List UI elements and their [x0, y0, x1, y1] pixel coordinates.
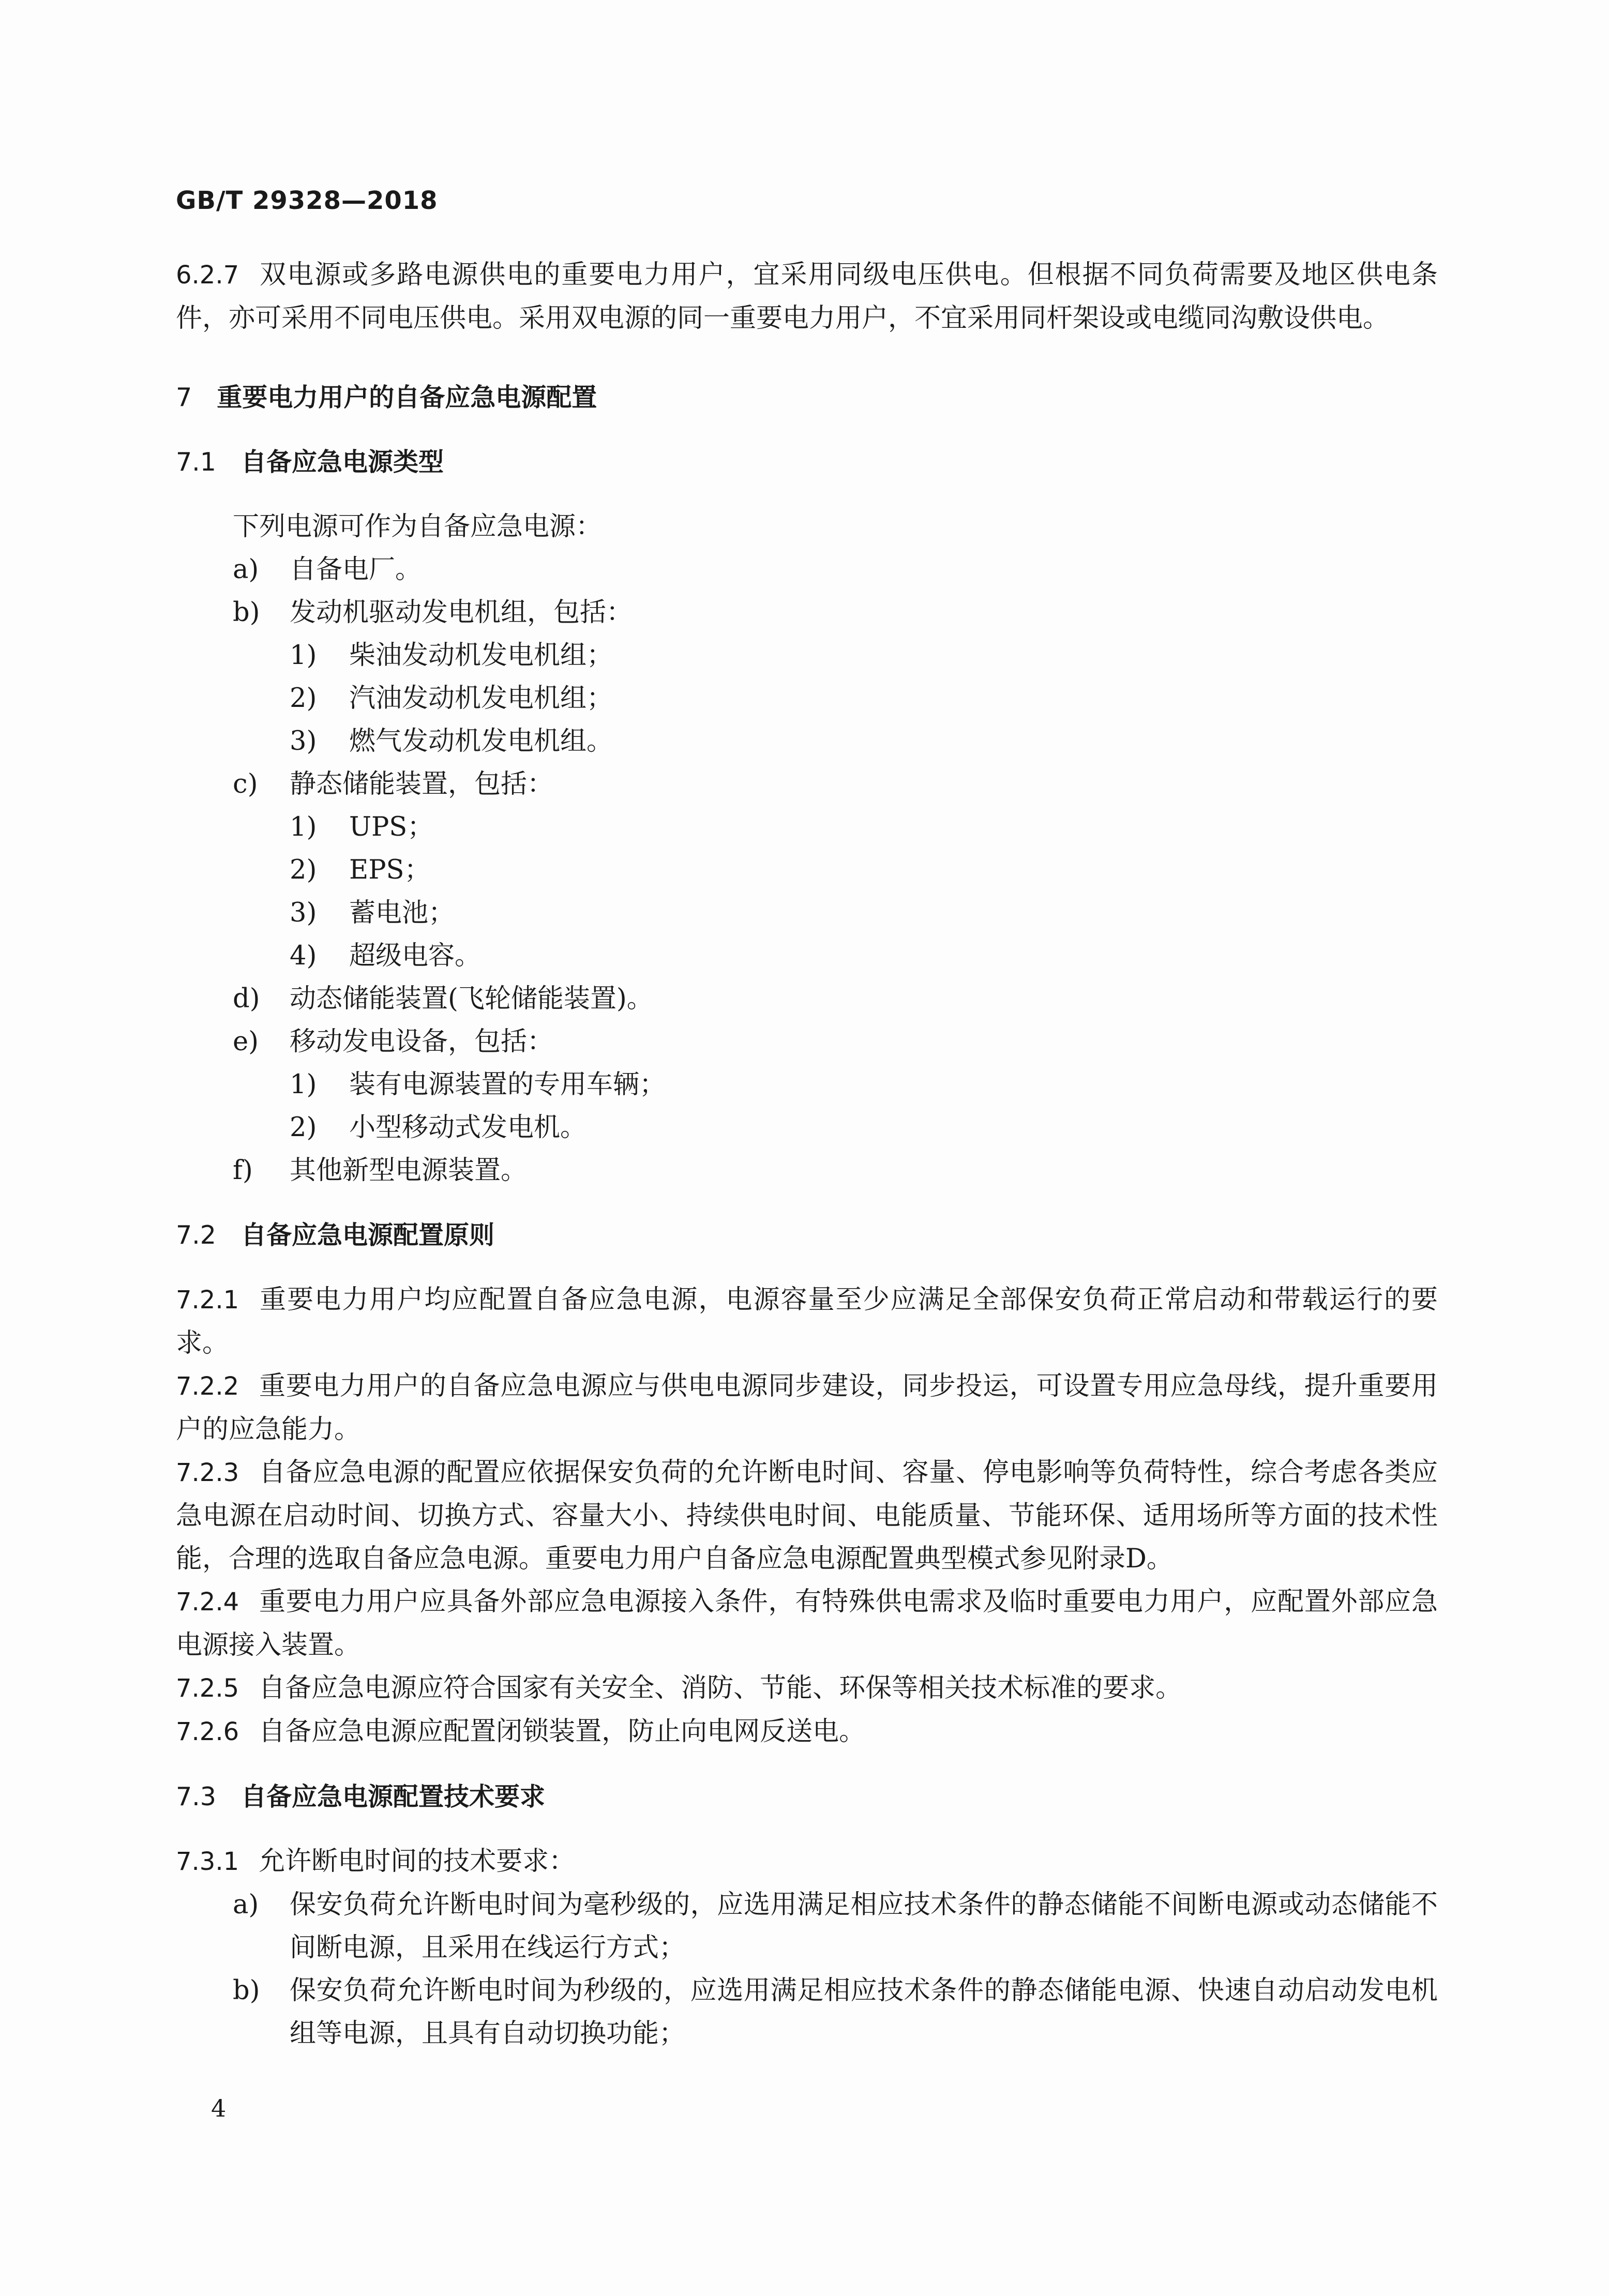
clause-7-2-5: [176, 1667, 1438, 1710]
clause-7-2-1: [176, 1278, 1438, 1365]
list-label: b): [233, 597, 260, 628]
list-label: 3): [290, 898, 317, 928]
list-text: UPS；: [349, 812, 434, 842]
section-title: 重要电力用户的自备应急电源配置: [217, 383, 597, 412]
sub-list-item: [176, 892, 1438, 934]
list-label: 2): [290, 683, 317, 714]
list-text: 小型移动式发电机。: [349, 1112, 587, 1143]
list-item-a: [176, 548, 1438, 591]
clause-number: 7.2.1: [176, 1286, 239, 1315]
list-text: 其他新型电源装置。: [290, 1155, 528, 1186]
list-label: a): [233, 1890, 259, 1920]
section-number: 7.1: [176, 447, 216, 477]
list-text: 移动发电设备，包括：: [290, 1026, 554, 1057]
list-text: 动态储能装置(飞轮储能装置)。: [290, 984, 653, 1014]
clause-text: 自备应急电源应符合国家有关安全、消防、节能、环保等相关技术标准的要求。: [259, 1673, 1182, 1703]
section-7-1-intro: 下列电源可作为自备应急电源：: [233, 511, 603, 542]
list-label: f): [233, 1155, 253, 1186]
section-7-2-heading: [176, 1214, 1438, 1257]
list-label: 4): [290, 941, 317, 971]
list-label: a): [233, 554, 259, 585]
section-title: 自备应急电源配置原则: [240, 1220, 494, 1250]
list-text: 保安负荷允许断电时间为秒级的，应选用满足相应技术条件的静态储能电源、快速自动启动发电机组等电源，且具有自动切换功能；: [290, 1975, 1438, 2049]
clause-text: 重要电力用户均应配置自备应急电源，电源容量至少应满足全部保安负荷正常启动和带载运行的要求。: [176, 1285, 1438, 1358]
list-label: c): [233, 769, 258, 799]
section-title: 自备应急电源类型: [240, 447, 444, 477]
section-title: 自备应急电源配置技术要求: [240, 1782, 545, 1811]
clause-number: 7.2.2: [176, 1372, 239, 1401]
list-text: EPS；: [349, 855, 431, 885]
clause-text: 双电源或多路电源供电的重要电力用户，宜采用同级电压供电。但根据不同负荷需要及地区供电条件，亦可采用不同电压供电。采用双电源的同一重要电力用户，不宜采用同杆架设或电缆同沟敷设供电。: [176, 260, 1438, 334]
list-label: 1): [290, 1069, 317, 1100]
list-item-b: [176, 591, 1438, 634]
list-text: 装有电源装置的专用车辆；: [349, 1069, 666, 1100]
list-text: 蓄电池；: [349, 898, 455, 928]
document-body: [176, 253, 1438, 2055]
list-text: 燃气发动机发电机组。: [349, 726, 613, 757]
sub-list-item: [176, 1063, 1438, 1106]
clause-7-2-4: [176, 1580, 1438, 1667]
sub-list-item: [176, 934, 1438, 977]
clause-7-2-3: [176, 1451, 1438, 1580]
section-7-3-heading: [176, 1775, 1438, 1818]
clause-7-2-6: [176, 1710, 1438, 1754]
section-number: 7.2: [176, 1220, 216, 1250]
list-text: 柴油发动机发电机组；: [349, 640, 613, 671]
clause-number: 7.2.6: [176, 1717, 239, 1746]
clause-number: 7.2.3: [176, 1458, 239, 1487]
list-item-a: [176, 1883, 1438, 1969]
clause-6-2-7: [176, 253, 1438, 340]
list-label: e): [233, 1026, 259, 1057]
clause-text: 自备应急电源应配置闭锁装置，防止向电网反送电。: [259, 1716, 866, 1747]
list-item-f: [176, 1149, 1438, 1192]
list-item-e: [176, 1020, 1438, 1063]
list-text: 自备电厂。: [290, 554, 422, 585]
list-text: 静态储能装置，包括：: [290, 769, 554, 799]
list-label: b): [233, 1975, 260, 2006]
section-7-1-heading: [176, 441, 1438, 484]
list-label: 1): [290, 812, 317, 842]
clause-7-2-2: [176, 1365, 1438, 1451]
clause-text: 重要电力用户的自备应急电源应与供电电源同步建设，同步投运，可设置专用应急母线，提升重要用户的应急能力。: [176, 1371, 1438, 1445]
clause-text: 重要电力用户应具备外部应急电源接入条件，有特殊供电需求及临时重要电力用户，应配置外部应急电源接入装置。: [176, 1587, 1438, 1660]
list-text: 汽油发动机发电机组；: [349, 683, 613, 714]
list-label: d): [233, 984, 260, 1014]
list-item-c: [176, 763, 1438, 806]
list-label: 1): [290, 640, 317, 671]
list-label: 3): [290, 726, 317, 757]
list-label: 2): [290, 855, 317, 885]
sub-list-item: [176, 634, 1438, 677]
list-text: 发动机驱动发电机组，包括：: [290, 597, 633, 628]
clause-number: 6.2.7: [176, 261, 239, 290]
section-7-heading: [176, 376, 1438, 419]
sub-list-item: [176, 849, 1438, 892]
list-text: 保安负荷允许断电时间为毫秒级的，应选用满足相应技术条件的静态储能不间断电源或动态储能不间断电源，且采用在线运行方式；: [290, 1890, 1438, 1963]
sub-list-item: [176, 720, 1438, 763]
clause-text: 允许断电时间的技术要求：: [259, 1846, 576, 1877]
section-number: 7: [176, 383, 192, 412]
sub-list-item: [176, 806, 1438, 849]
standard-number-header: GB/T 29328—2018: [176, 186, 438, 215]
list-item-d: [176, 977, 1438, 1020]
clause-7-3-1: [176, 1840, 1438, 1883]
clause-number: 7.3.1: [176, 1847, 239, 1876]
sub-list-item: [176, 677, 1438, 720]
list-text: 超级电容。: [349, 941, 482, 971]
clause-number: 7.2.5: [176, 1674, 239, 1703]
page-number: 4: [211, 2094, 227, 2122]
list-item-b: [176, 1969, 1438, 2055]
clause-number: 7.2.4: [176, 1588, 239, 1617]
section-number: 7.3: [176, 1782, 216, 1811]
clause-text: 自备应急电源的配置应依据保安负荷的允许断电时间、容量、停电影响等负荷特性，综合考虑各类应急电源在启动时间、切换方式、容量大小、持续供电时间、电能质量、节能环保、适用场所等方面的技术性能，合理的选取自备应急电源。重要电力用户自备应急电源配置典型模式参见附录D。: [176, 1457, 1438, 1574]
list-label: 2): [290, 1112, 317, 1143]
sub-list-item: [176, 1106, 1438, 1149]
